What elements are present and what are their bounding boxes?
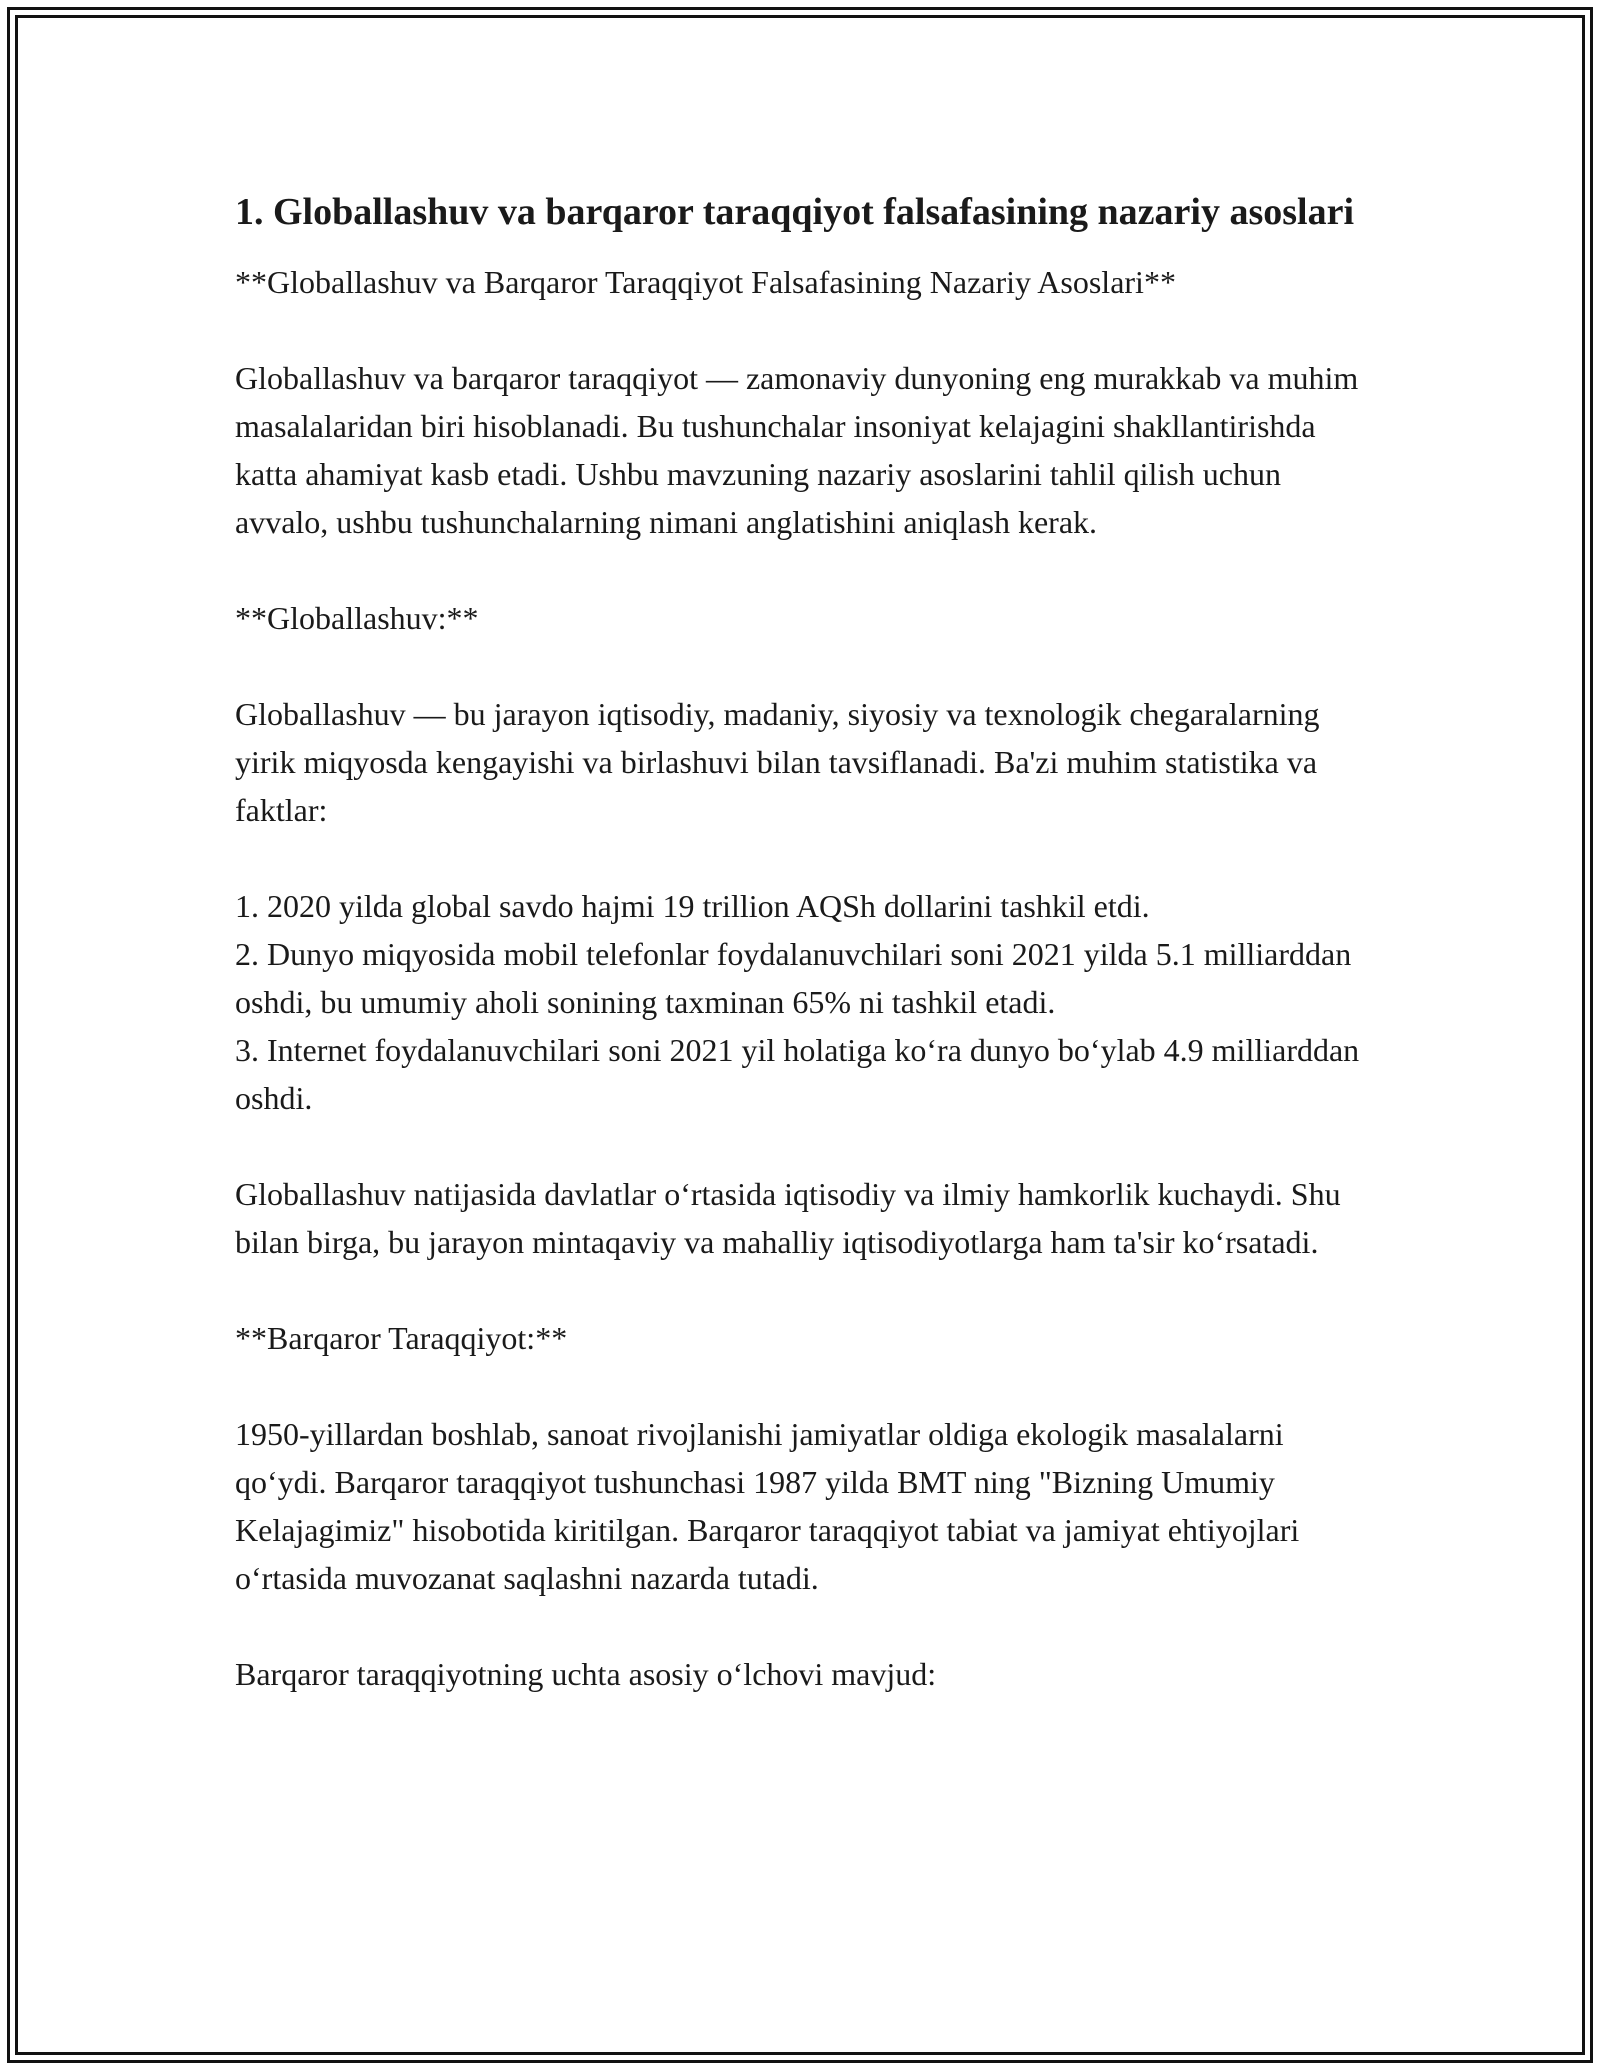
document-subtitle: **Globallashuv va Barqaror Taraqqiyot Falsafasining Nazariy Asoslari** [235,264,1176,300]
list-item: 2. Dunyo miqyosida mobil telefonlar foydalanuvchilari soni 2021 yilda 5.1 milliarddan oshdi, bu umumiy aholi sonining taxminan 65% ni tashkil etadi. [235,936,1352,1020]
globalization-conclusion: Globallashuv natijasida davlatlar o‘rtasida iqtisodiy va ilmiy hamkorlik kuchaydi. Shu bilan birga, bu jarayon mintaqaviy va mahalliy iqtisodiyotlarga ham ta'sir ko‘rsatadi. [235,1176,1341,1260]
list-item: 1. 2020 yilda global savdo hajmi 19 trillion AQSh dollarini tashkil etdi. [235,888,1150,924]
intro-paragraph: Globallashuv va barqaror taraqqiyot — zamonaviy dunyoning eng murakkab va muhim masalalaridan biri hisoblanadi. Bu tushunchalar insoniyat kelajagini shakllantirishda katta ahamiyat kasb etadi. Ushbu mavzuning nazariy asoslarini tahlil qilish uchun avvalo, ushbu tushunchalarning nimani anglatishini aniqlash kerak. [235,360,1359,540]
document-title: 1. Globallashuv va barqaror taraqqiyot falsafasining nazariy asoslari [235,191,1355,233]
sustainable-heading: **Barqaror Taraqqiyot:** [235,1320,568,1356]
dimensions-intro: Barqaror taraqqiyotning uchta asosiy o‘lchovi mavjud: [235,1656,937,1692]
sustainable-paragraph: 1950-yillardan boshlab, sanoat rivojlanishi jamiyatlar oldiga ekologik masalalarni qo‘ydi. Barqaror taraqqiyot tushunchasi 1987 yilda BMT ning "Bizning Umumiy Kelajagimiz" hisobotida kiritilgan. Barqaror taraqqiyot tabiat va jamiyat ehtiyojlari o‘rtasida muvozanat saqlashni nazarda tutadi. [235,1416,1300,1596]
document-body [235,185,1375,1746]
globalization-heading: **Globallashuv:** [235,600,479,636]
globalization-paragraph: Globallashuv — bu jarayon iqtisodiy, madaniy, siyosiy va texnologik chegaralarning yirik miqyosda kengayishi va birlashuvi bilan tavsiflanadi. Ba'zi muhim statistika va faktlar: [235,696,1320,828]
facts-list [235,882,1375,1122]
list-item: 3. Internet foydalanuvchilari soni 2021 yil holatiga ko‘ra dunyo bo‘ylab 4.9 milliarddan oshdi. [235,1032,1360,1116]
